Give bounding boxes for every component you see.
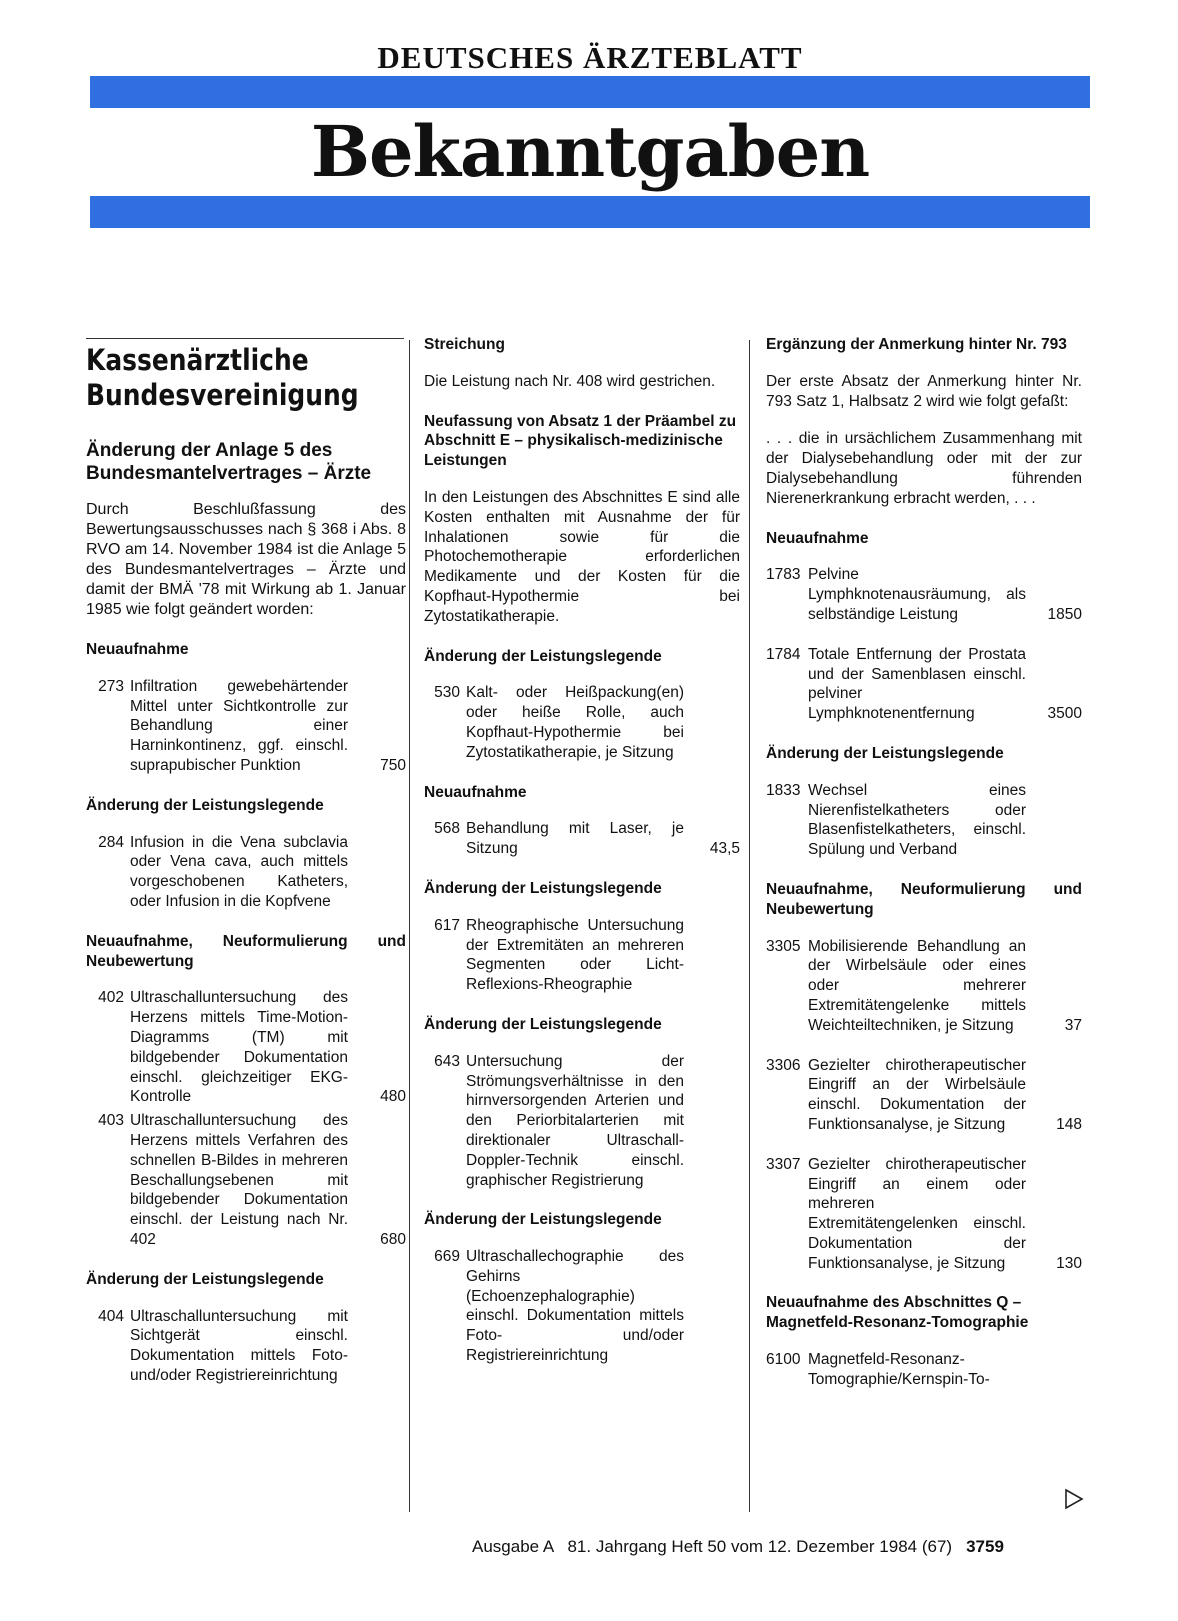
subheading: Neuaufnahme des Abschnittes Q – Magnetfeld-Resonanz-Tomographie: [766, 1294, 1029, 1332]
column-1: [86, 335, 406, 1406]
subheading: Änderung der Leistungslegende: [424, 647, 662, 665]
item-number: 6100: [766, 1351, 801, 1369]
subheading: Neuaufnahme, Neuformulierung und Neubewertung: [766, 880, 1082, 918]
page-number: 3759: [966, 1537, 1004, 1556]
masthead: [90, 40, 1090, 228]
continue-arrow-icon: [1064, 1488, 1084, 1510]
item-number: 1784: [766, 645, 801, 663]
item-number: 404: [98, 1307, 124, 1325]
page-footer: [472, 1537, 1004, 1557]
journal-title: DEUTSCHES ÄRZTEBLATT: [377, 40, 803, 75]
item-number: 530: [434, 684, 460, 702]
subheading: Änderung der Leistungslegende: [424, 1015, 662, 1033]
fee-item: [424, 1247, 740, 1366]
subheading: Streichung: [424, 336, 505, 353]
subheading: Änderung der Leistungslegende: [424, 1211, 662, 1229]
item-description: Behandlung mit Laser, je Sitzung: [466, 820, 684, 858]
column-divider: [749, 340, 750, 1512]
section-title: Bekanntgaben: [310, 110, 870, 193]
item-description: Untersuchung der Strömungsverhältnisse in den hirnversorgenden Arterien und den Periorbitalarterien mit direktionaler Ultraschall-Doppler-Technik einschl. graphischer Registrierung: [466, 1052, 684, 1189]
fee-item: [86, 988, 406, 1107]
fee-item: [86, 833, 406, 912]
fee-item: [766, 1056, 1082, 1135]
bottom-blue-bar: [90, 196, 1090, 228]
fee-item: [86, 677, 406, 776]
paragraph: . . . die in ursächlichem Zusammenhang mit der Dialysebehandlung oder mit der zur Dialysebehandlung führenden Nierenerkrankung erbracht werden, . . .: [766, 430, 1082, 507]
fee-item: [86, 1111, 406, 1250]
item-number: 403: [98, 1112, 124, 1130]
fee-item: [424, 916, 740, 995]
item-description: Infusion in die Vena subclavia oder Vena cava, auch mittels vorgeschobenen Katheters, oder Infusion in die Kopfvene: [130, 833, 348, 910]
item-number: 3305: [766, 937, 801, 955]
item-number: 617: [434, 916, 460, 934]
item-description: Rheographische Untersuchung der Extremitäten an mehreren Segmenten oder Licht-Reflexions-Rheographie: [466, 916, 684, 994]
item-number: 669: [434, 1248, 460, 1266]
subheading: Neuaufnahme: [424, 783, 527, 801]
item-description: Kalt- oder Heißpackung(en) oder heiße Rolle, auch Kopfhaut-Hypothermie bei Zytostatikatherapie, je Sitzung: [466, 684, 684, 761]
subheading: Neuaufnahme: [766, 529, 869, 547]
item-points: 130: [1056, 1254, 1082, 1272]
subheading: Änderung der Leistungslegende: [86, 796, 324, 814]
fee-item: [424, 1052, 740, 1191]
item-description: Totale Entfernung der Prostata und der Samenblasen einschl. pelviner Lymphknotenentfernung: [808, 645, 1026, 723]
item-description: Ultraschalluntersuchung des Herzens mittels Time-Motion-Diagramms (TM) mit bildgebender Dokumentation einschl. gleichzeitiger EKG-Kontrolle: [130, 989, 348, 1106]
fee-item: [766, 645, 1082, 724]
column-2: [424, 335, 740, 1386]
item-number: 1783: [766, 566, 801, 584]
article-intro: Durch Beschlußfassung des Bewertungsausschusses nach § 368 i Abs. 8 RVO am 14. November 1984 ist die Anlage 5 des Bundesmantelvertrages – Ärzte und damit der BMÄ '78 mit Wirkung ab 1. Januar 1985 wie folgt geändert worden:: [86, 501, 406, 618]
subheading: Änderung der Leistungslegende: [424, 879, 662, 897]
fee-item: [424, 819, 740, 859]
item-number: 273: [98, 677, 124, 695]
item-description: Pelvine Lymphknotenausräumung, als selbständige Leistung: [808, 566, 1026, 623]
item-number: 3306: [766, 1056, 801, 1074]
fee-item: [766, 781, 1082, 860]
item-description: Ultraschalluntersuchung mit Sichtgerät einschl. Dokumentation mittels Foto- und/oder Registriereinrichtung: [130, 1307, 348, 1384]
subheading: Neuaufnahme: [86, 641, 189, 658]
item-number: 1833: [766, 781, 801, 799]
item-description: Gezielter chirotherapeutischer Eingriff an der Wirbelsäule einschl. Dokumentation der Funktionsanalyse, je Sitzung: [808, 1056, 1026, 1133]
item-number: 568: [434, 820, 460, 838]
fee-item: [86, 1307, 406, 1386]
paragraph: Die Leistung nach Nr. 408 wird gestrichen.: [424, 372, 716, 390]
item-number: 3307: [766, 1155, 801, 1173]
subheading: Änderung der Leistungslegende: [86, 1270, 324, 1288]
subheading: Neuaufnahme, Neuformulierung und Neubewertung: [86, 932, 406, 970]
item-points: 148: [1056, 1115, 1082, 1133]
item-description: Infiltration gewebehärtender Mittel unter Sichtkontrolle zur Behandlung einer Harninkontinenz, ggf. einschl. suprapubischer Punktion: [130, 677, 348, 774]
item-points: 43,5: [709, 840, 740, 858]
paragraph: Der erste Absatz der Anmerkung hinter Nr. 793 Satz 1, Halbsatz 2 wird wie folgt gefaßt:: [766, 372, 1082, 410]
item-number: 643: [434, 1052, 460, 1070]
item-number: 284: [98, 833, 124, 851]
issue-info: Ausgabe A 81. Jahrgang Heft 50 vom 12. Dezember 1984 (67): [472, 1537, 953, 1556]
item-points: 480: [380, 1088, 406, 1106]
item-points: 680: [380, 1230, 406, 1248]
subheading: Ergänzung der Anmerkung hinter Nr. 793: [766, 336, 1067, 353]
fee-item: [424, 683, 740, 762]
column-3: [766, 335, 1082, 1410]
paragraph: In den Leistungen des Abschnittes E sind alle Kosten enthalten mit Ausnahme der für Inhalationen sowie für die Photochemotherapie erforderlichen Medikamente und der Kosten für die Kopfhaut-Hypothermie bei Zytostatikatherapie.: [424, 488, 740, 625]
item-points: 3500: [1047, 705, 1082, 723]
fee-item: [766, 1155, 1082, 1274]
top-blue-bar: [90, 76, 1090, 108]
item-points: 37: [1064, 1016, 1082, 1034]
item-description: Ultraschallechographie des Gehirns (Echoenzephalographie) einschl. Dokumentation mittels Foto- und/oder Registriereinrichtung: [466, 1248, 684, 1365]
item-description: Wechsel eines Nierenfistelkatheters oder Blasenfistelkatheters, einschl. Spülung und Verband: [808, 781, 1026, 859]
item-description: Gezielter chirotherapeutischer Eingriff an einem oder mehreren Extremitätengelenken einschl. Dokumentation der Funktionsanalyse, je Sitzung: [808, 1155, 1026, 1272]
subheading: Änderung der Leistungslegende: [766, 744, 1004, 762]
fee-item: [766, 1350, 1082, 1390]
item-points: 1850: [1047, 605, 1082, 623]
column-divider: [409, 340, 410, 1512]
organization-name: Kassenärztliche Bundesvereinigung: [86, 343, 359, 412]
fee-item: [766, 565, 1082, 624]
item-number: 402: [98, 989, 124, 1007]
article-title: Änderung der Anlage 5 des Bundesmantelvertrages – Ärzte: [86, 440, 372, 484]
fee-item: [766, 937, 1082, 1036]
item-description: Mobilisierende Behandlung an der Wirbelsäule oder eines oder mehrerer Extremitätengelenke mittels Weichteiltechniken, je Sitzung: [808, 937, 1026, 1034]
subheading: Neufassung von Absatz 1 der Präambel zu Abschnitt E – physikalisch-medizinische Leistungen: [424, 412, 737, 470]
item-points: 750: [380, 756, 406, 774]
item-description: Magnetfeld-Resonanz-Tomographie/Kernspin-To-: [808, 1351, 990, 1388]
item-description: Ultraschalluntersuchung des Herzens mittels Verfahren des schnellen B-Bildes in mehreren Beschallungsebenen mit bildgebender Dokumentation einschl. der Leistung nach Nr. 402: [130, 1112, 348, 1248]
